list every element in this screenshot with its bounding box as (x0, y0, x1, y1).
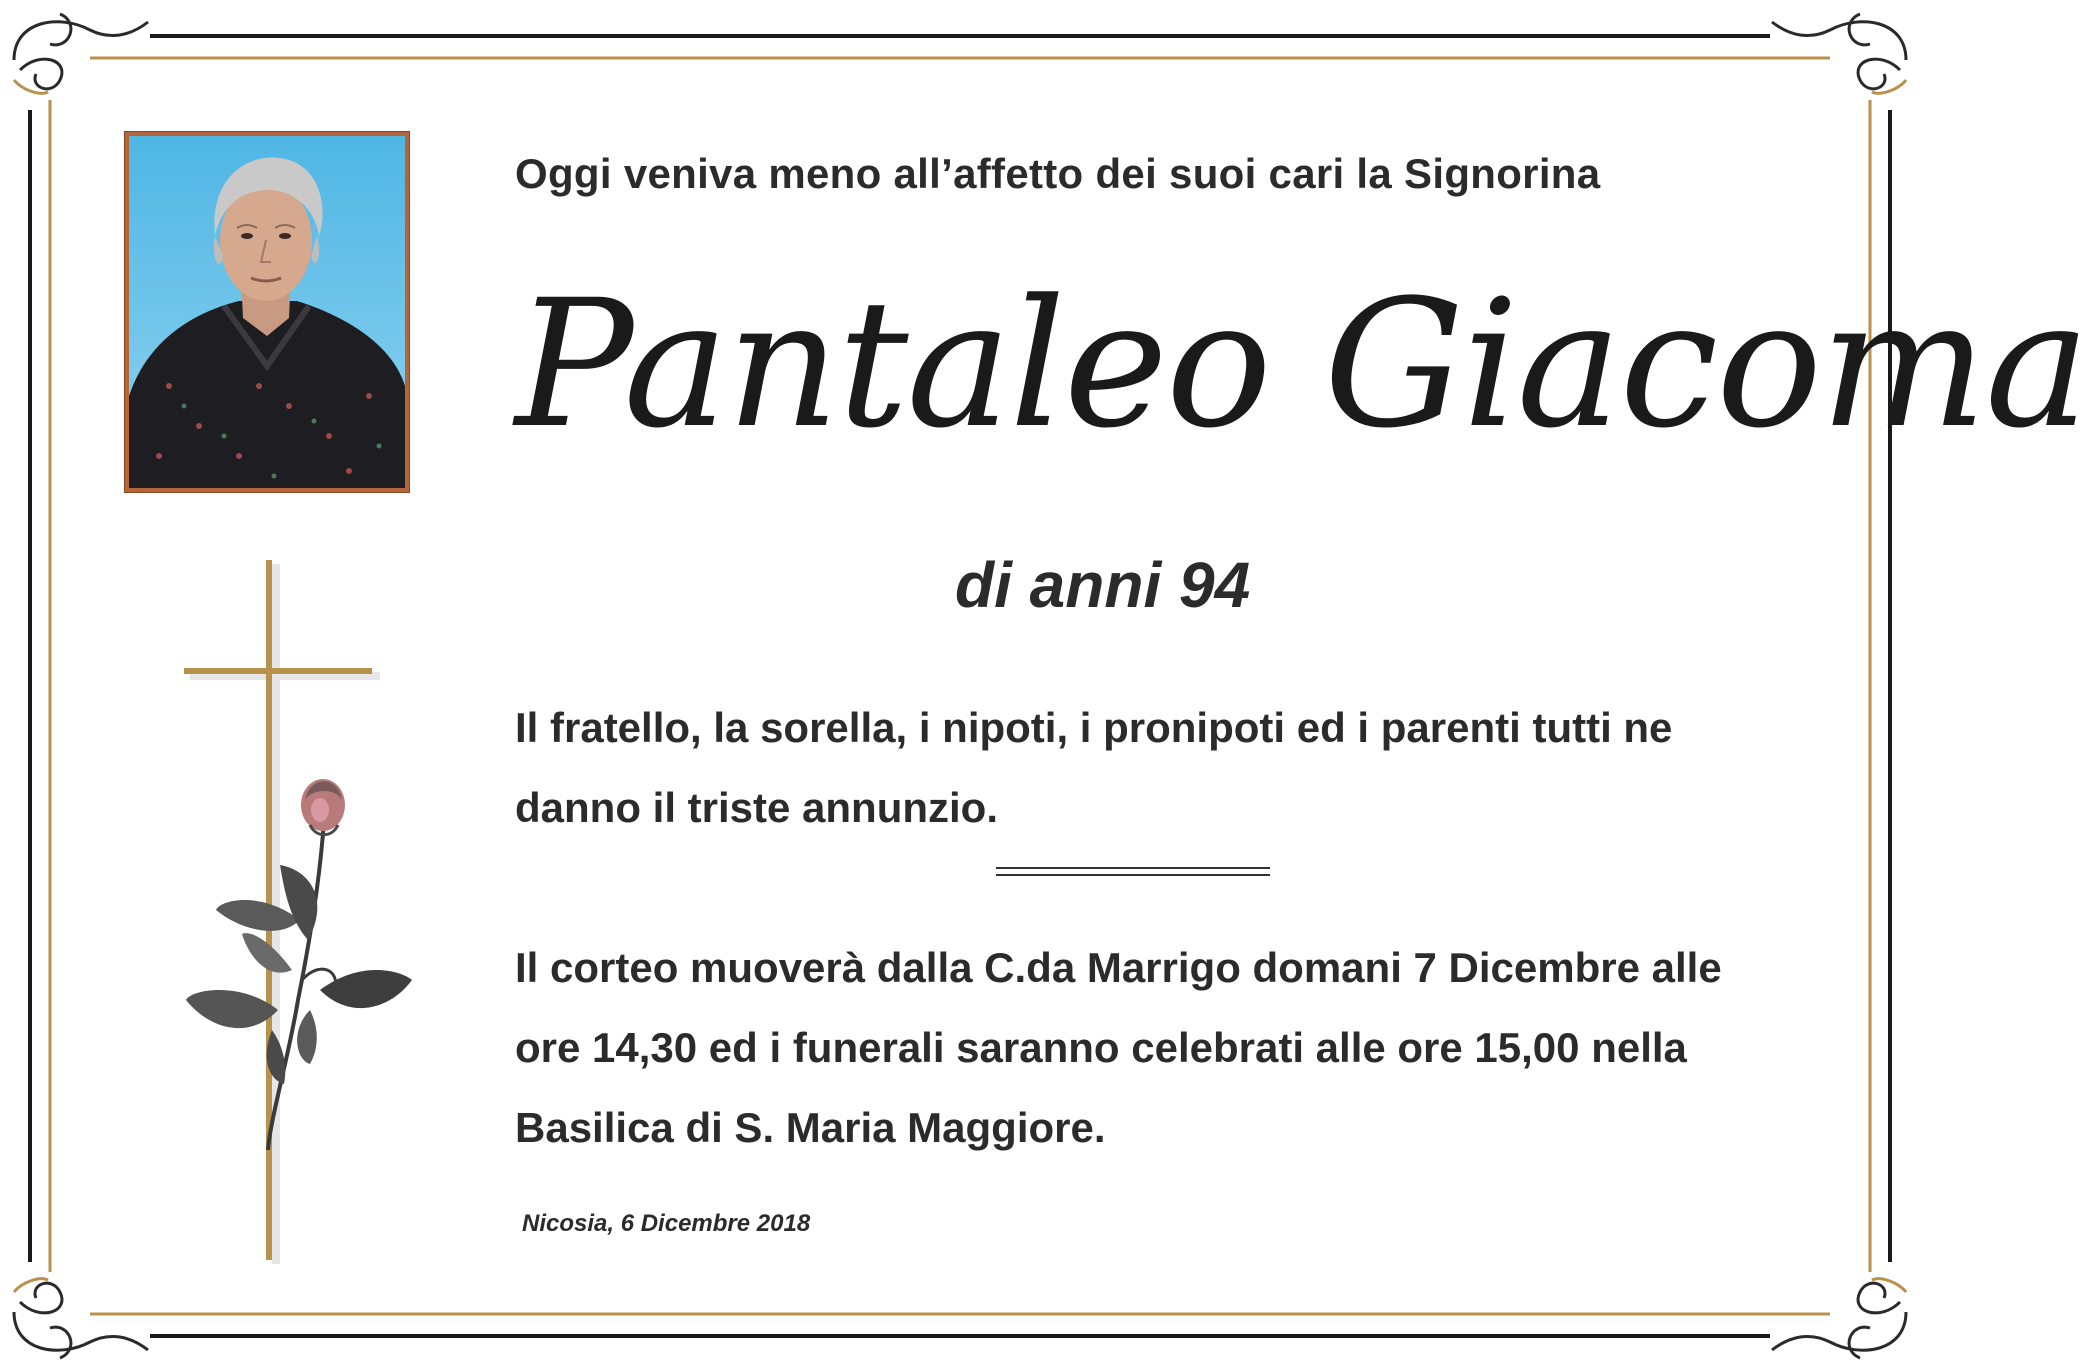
intro-text: Oggi veniva meno all’affetto dei suoi cari la Signorina (515, 150, 1601, 197)
corner-ornament-icon (14, 14, 148, 93)
gold-cross-icon (160, 560, 440, 1280)
deceased-name: Pantaleo Giacoma (515, 262, 2088, 467)
age-text: di anni 94 (955, 549, 1251, 621)
corner-ornament-icon (14, 1279, 148, 1358)
rose-icon (186, 779, 412, 1150)
corner-ornament-icon (1772, 14, 1906, 93)
corner-ornament-icon (1772, 1279, 1906, 1358)
divider (996, 866, 1270, 878)
portrait-frame (125, 132, 409, 492)
place-date: Nicosia, 6 Dicembre 2018 (522, 1210, 811, 1237)
portrait-photo (129, 136, 405, 488)
funeral-paragraph: Il corteo muoverà dalla C.da Marrigo domani 7 Dicembre alle ore 14,30 ed i funerali saranno celebrati alle ore 15,00 nella Basilica di S. Maria Maggiore. (515, 944, 1722, 1151)
announcement-paragraph: Il fratello, la sorella, i nipoti, i pronipoti ed i parenti tutti ne danno il triste annunzio. (515, 704, 1673, 831)
